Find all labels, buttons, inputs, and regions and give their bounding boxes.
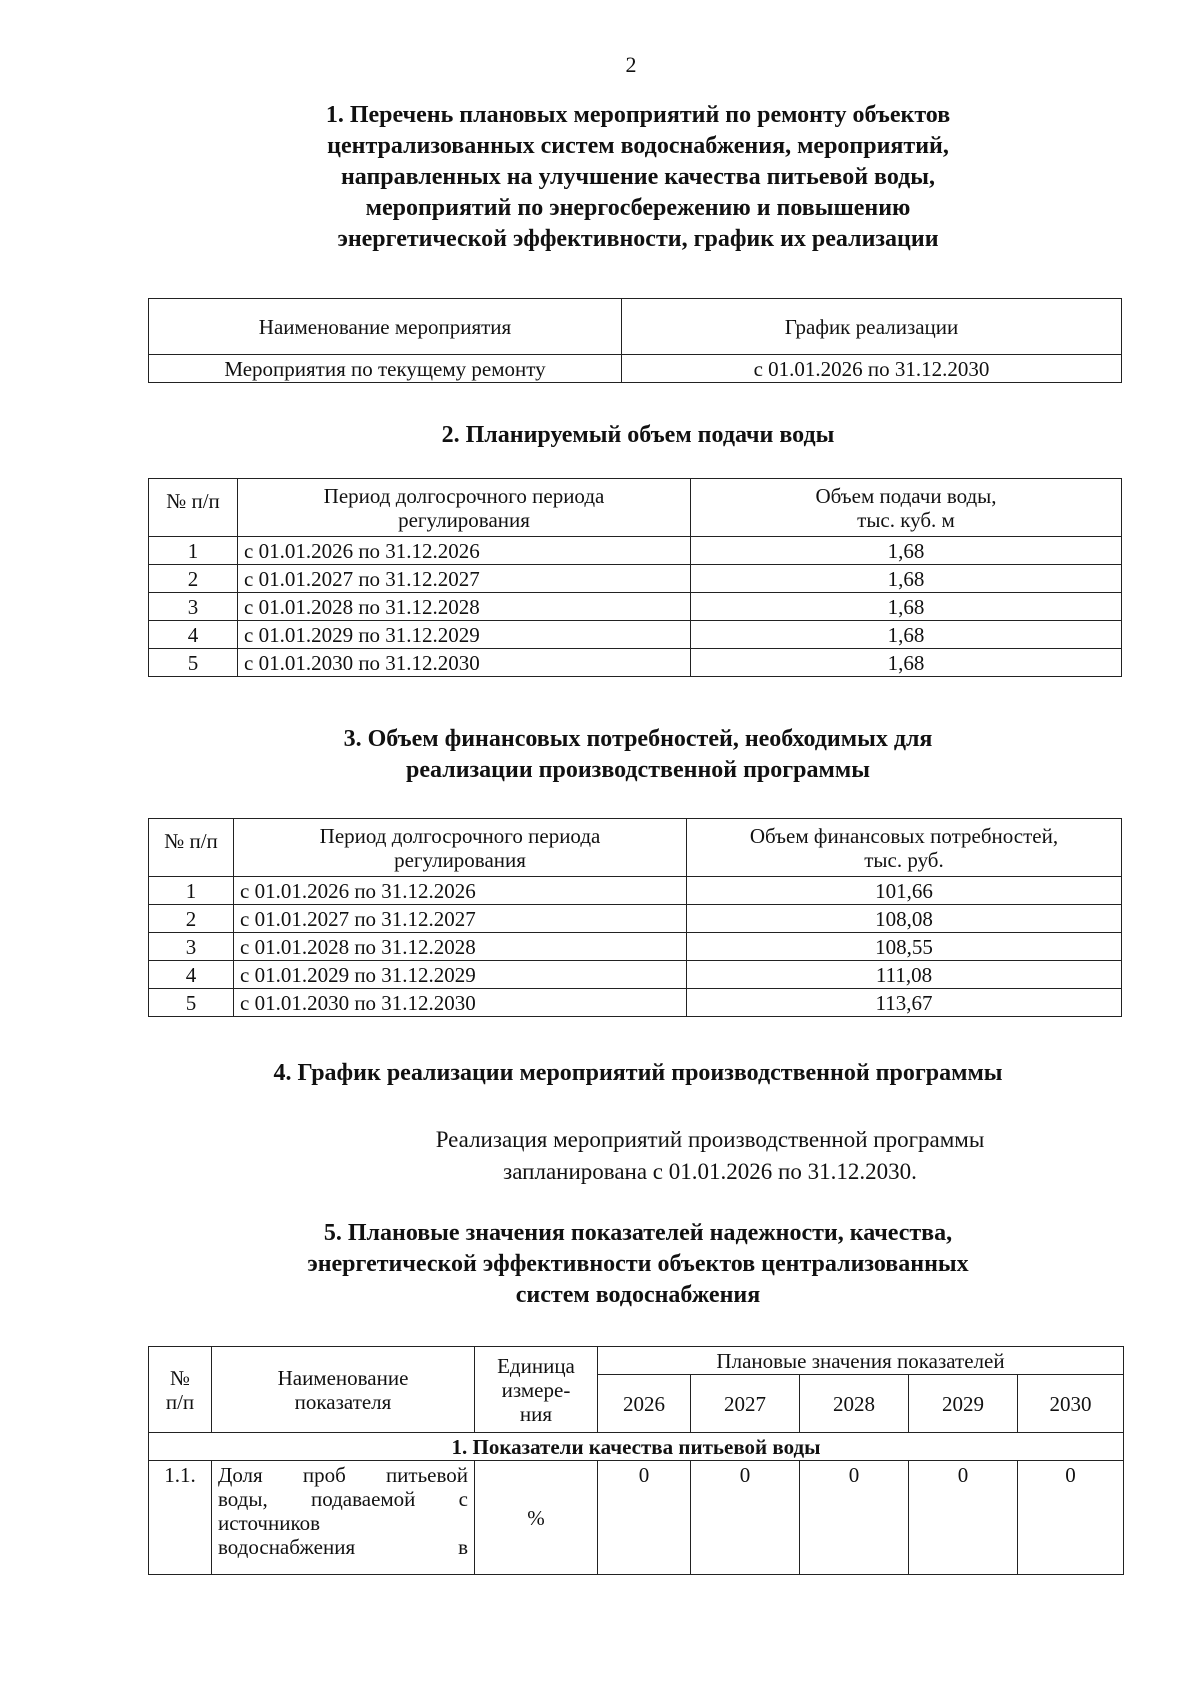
header-financial-needs: Объем финансовых потребностей, тыс. руб. bbox=[687, 819, 1122, 877]
table-row: 1 с 01.01.2026 по 31.12.2026 1,68 bbox=[149, 537, 1122, 565]
header-period: Период долгосрочного периода регулирования bbox=[234, 819, 687, 877]
header-activity-name: Наименование мероприятия bbox=[149, 299, 622, 355]
table-header-row bbox=[149, 1347, 1124, 1375]
header-num: № п/п bbox=[149, 479, 238, 537]
section2-table bbox=[148, 478, 1122, 677]
section4-title: 4. График реализации мероприятий производственной программы bbox=[273, 1060, 1003, 1086]
header-schedule: График реализации bbox=[622, 299, 1122, 355]
header-unit: Единица измере- ния bbox=[475, 1347, 598, 1433]
header-year: 2030 bbox=[1018, 1375, 1124, 1433]
table-row: 3 с 01.01.2028 по 31.12.2028 108,55 bbox=[149, 933, 1122, 961]
group-title-row bbox=[149, 1433, 1124, 1461]
table-row: 3 с 01.01.2028 по 31.12.2028 1,68 bbox=[149, 593, 1122, 621]
indicator-value: 0 bbox=[691, 1461, 800, 1575]
table-row bbox=[149, 1461, 1124, 1575]
header-year: 2027 bbox=[691, 1375, 800, 1433]
table-header-row bbox=[149, 819, 1122, 877]
section4-text: Реализация мероприятий производственной программы запланирована с 01.01.2026 по 31.12.2030. bbox=[435, 1127, 985, 1184]
table-header-row bbox=[149, 479, 1122, 537]
indicator-num: 1.1. bbox=[149, 1461, 212, 1575]
group-title: 1. Показатели качества питьевой воды bbox=[149, 1433, 1124, 1461]
table-row: 2 с 01.01.2027 по 31.12.2027 1,68 bbox=[149, 565, 1122, 593]
activity-schedule: с 01.01.2026 по 31.12.2030 bbox=[622, 355, 1122, 383]
table-row: 2 с 01.01.2027 по 31.12.2027 108,08 bbox=[149, 905, 1122, 933]
table-header-row bbox=[149, 299, 1122, 355]
section2-title: 2. Планируемый объем подачи воды bbox=[441, 422, 835, 448]
indicator-value: 0 bbox=[1018, 1461, 1124, 1575]
section5-title: 5. Плановые значения показателей надежности, качества, энергетической эффективности объектов централизованных систем водоснабжения bbox=[307, 1220, 969, 1308]
indicator-value: 0 bbox=[800, 1461, 909, 1575]
section3-title: 3. Объем финансовых потребностей, необходимых для реализации производственной программы bbox=[343, 726, 933, 783]
indicator-value: 0 bbox=[909, 1461, 1018, 1575]
table-row: 5 с 01.01.2030 по 31.12.2030 113,67 bbox=[149, 989, 1122, 1017]
table-row: 5 с 01.01.2030 по 31.12.2030 1,68 bbox=[149, 649, 1122, 677]
header-year: 2026 bbox=[598, 1375, 691, 1433]
section5-table bbox=[148, 1346, 1124, 1575]
header-year: 2029 bbox=[909, 1375, 1018, 1433]
section3-table bbox=[148, 818, 1122, 1017]
table-row bbox=[149, 355, 1122, 383]
indicator-unit: % bbox=[475, 1461, 598, 1575]
header-planned-values: Плановые значения показателей bbox=[598, 1347, 1124, 1375]
table-row: 4 с 01.01.2029 по 31.12.2029 111,08 bbox=[149, 961, 1122, 989]
table-row: 1 с 01.01.2026 по 31.12.2026 101,66 bbox=[149, 877, 1122, 905]
header-num: № п/п bbox=[149, 1347, 212, 1433]
table-row: 4 с 01.01.2029 по 31.12.2029 1,68 bbox=[149, 621, 1122, 649]
section1-table bbox=[148, 298, 1122, 383]
page-number: 2 bbox=[625, 52, 637, 77]
header-year: 2028 bbox=[800, 1375, 909, 1433]
header-water-volume: Объем подачи воды, тыс. куб. м bbox=[691, 479, 1122, 537]
indicator-name: Доля проб питьевой воды, подаваемой с источников водоснабжения в bbox=[212, 1461, 475, 1575]
header-period: Период долгосрочного периода регулирования bbox=[238, 479, 691, 537]
activity-name: Мероприятия по текущему ремонту bbox=[149, 355, 622, 383]
header-num: № п/п bbox=[149, 819, 234, 877]
indicator-value: 0 bbox=[598, 1461, 691, 1575]
header-indicator-name: Наименование показателя bbox=[212, 1347, 475, 1433]
section1-title: 1. Перечень плановых мероприятий по ремонту объектов централизованных систем водоснабжения, мероприятий, направленных на улучшение качества питьевой воды, мероприятий по энергосбережению и повышению энергетической эффективности, график их реализации bbox=[325, 102, 951, 252]
